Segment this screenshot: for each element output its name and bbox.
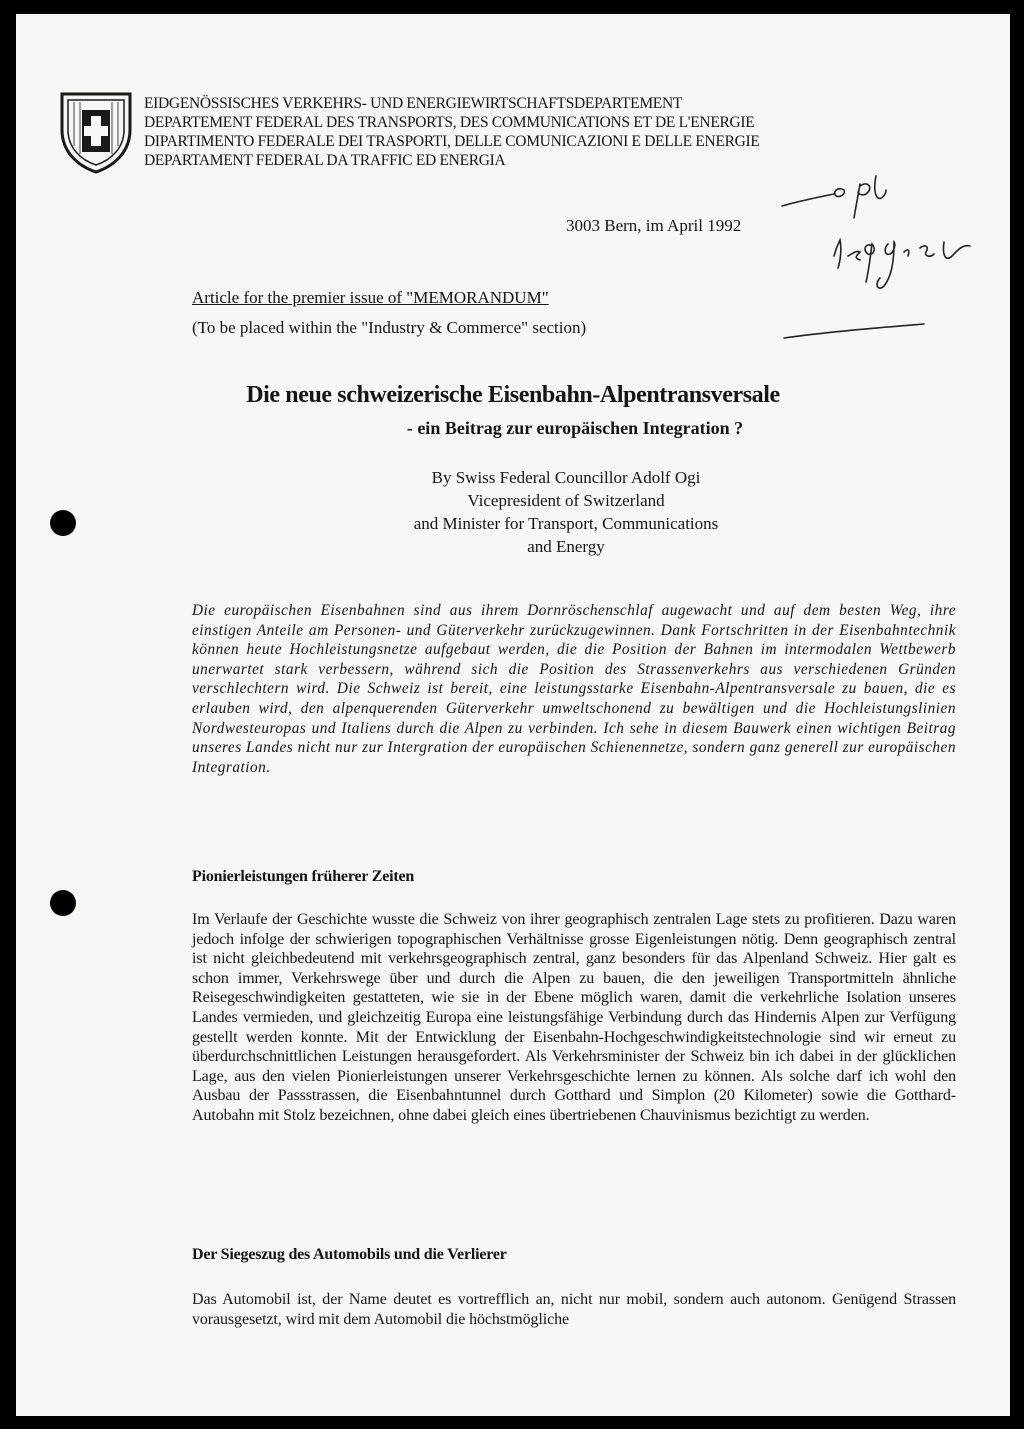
letterhead-line-french: DEPARTEMENT FEDERAL DES TRANSPORTS, DES COMMUNICATIONS ET DE L'ENERGIE [144,114,755,131]
article-note-line: Article for the premier issue of "MEMORANDUM" [192,288,549,307]
article-subtitle: - ein Beitrag zur europäischen Integration ? [406,418,744,438]
article-title: Die neue schweizerische Eisenbahn-Alpentransversale [246,382,780,408]
letterhead-line-italian: DIPARTIMENTO FEDERALE DEI TRASPORTI, DELLE COMUNICAZIONI E DELLE ENERGIE [144,133,760,150]
section-heading: Der Siegeszug des Automobils und die Verlierer [192,1246,507,1263]
byline-ministry-cont: and Energy [527,537,605,556]
byline-ministry: and Minister for Transport, Communications [413,514,719,533]
swiss-coat-of-arms-icon [58,90,134,174]
section-heading: Pionierleistungen früherer Zeiten [192,868,415,885]
section-paragraph: Das Automobil ist, der Name deutet es vortrefflich an, nicht nur mobil, sondern auch autonom. Genügend Strassen vorausgesetzt, wird mit dem Automobil die höchstmögliche [192,1291,956,1328]
lead-paragraph: Die europäischen Eisenbahnen sind aus ihrem Dornröschenschlaf augewacht und auf dem besten Weg, ihre einstigen Anteile am Personen- und Güterverkehr zurückzugewinnen. Dank Fortschritten in der Eisenbahntechnik können heute Hochleistungsnetze aufgebaut werden, die die Position der Bahnen im intermodalen Wettbewerb unerwartet stark verbessern, während sich die Position des Strassenverkehrs aus verschiedenen Gründen verschlechtern wird. Die Schweiz ist bereit, eine leistungsstarke Eisenbahn-Alpentransversale zu bauen, die es erlauben wird, den alpenquerenden Güterverkehr umweltschonend zu bewältigen und die Hochleistungslinien Nordwesteuropas und Italiens durch die Alpen zu verbinden. Ich sehe in diesem Bauwerk einen wichtigen Beitrag unseres Landes nicht nur zur Intergration der europäischen Schienennetze, sondern ganz generell zur europäischen Integration. [192,602,956,776]
letterhead-line-german: EIDGENÖSSISCHES VERKEHRS- UND ENERGIEWIRTSCHAFTSDEPARTEMENT [144,95,683,112]
byline-role: Vicepresident of Switzerland [467,491,665,510]
placement-note-line: (To be placed within the "Industry & Commerce" section) [192,318,587,337]
document-page [16,14,1010,1416]
byline-author: By Swiss Federal Councillor Adolf Ogi [431,468,701,487]
section-paragraph: Im Verlaufe der Geschichte wusste die Schweiz von ihrer geographisch zentralen Lage stets zu profitieren. Dazu waren jedoch infolge der schwierigen topographischen Verhältnisse grosse Eigenleistungen nötig. Denn geographisch zentral ist nicht gleichbedeutend mit verkehrsgeographisch zentral, ganz besonders für das Alpenland Schweiz. Hier galt es schon immer, Verkehrswege über und durch die Alpen zu bauen, die den jeweiligen Transportmitteln ähnliche Reisegeschwindigkeiten gestatteten, wie sie in der Ebene möglich waren, damit die verkehrliche Isolation unseres Landes vermieden, und gleichzeitig Europa eine leistungsfähige Verbindung durch das Hindernis Alpen zur Verfügung gestellt werden konnte. Mit der Entwicklung der Eisenbahn-Hochgeschwindigkeitstechnologie sind wir erneut zu überdurchschnittlichen Leistungen herausgefordert. Als Verkehrsminister der Schweiz bin ich dabei in der glücklichen Lage, aus den vielen Pionierleistungen unserer Verkehrsgeschichte lernen zu können. Als solche darf ich wohl den Ausbau der Passstrassen, die Eisenbahntunnel durch Gotthard und Simplon (20 Kilometer) sowie die Gotthard-Autobahn mit Stolz bezeichnen, ohne dabei gleich eines übertriebenen Chauvinismus bezichtigt zu werden. [192,911,956,1124]
letter-date: 3003 Bern, im April 1992 [566,216,742,235]
handwritten-annotation-signature [756,164,996,364]
letterhead-line-romansh: DEPARTAMENT FEDERAL DA TRAFFIC ED ENERGIA [144,152,506,169]
punch-hole [50,510,76,536]
byline [306,466,826,558]
department-letterhead [144,94,964,170]
punch-hole [50,890,76,916]
